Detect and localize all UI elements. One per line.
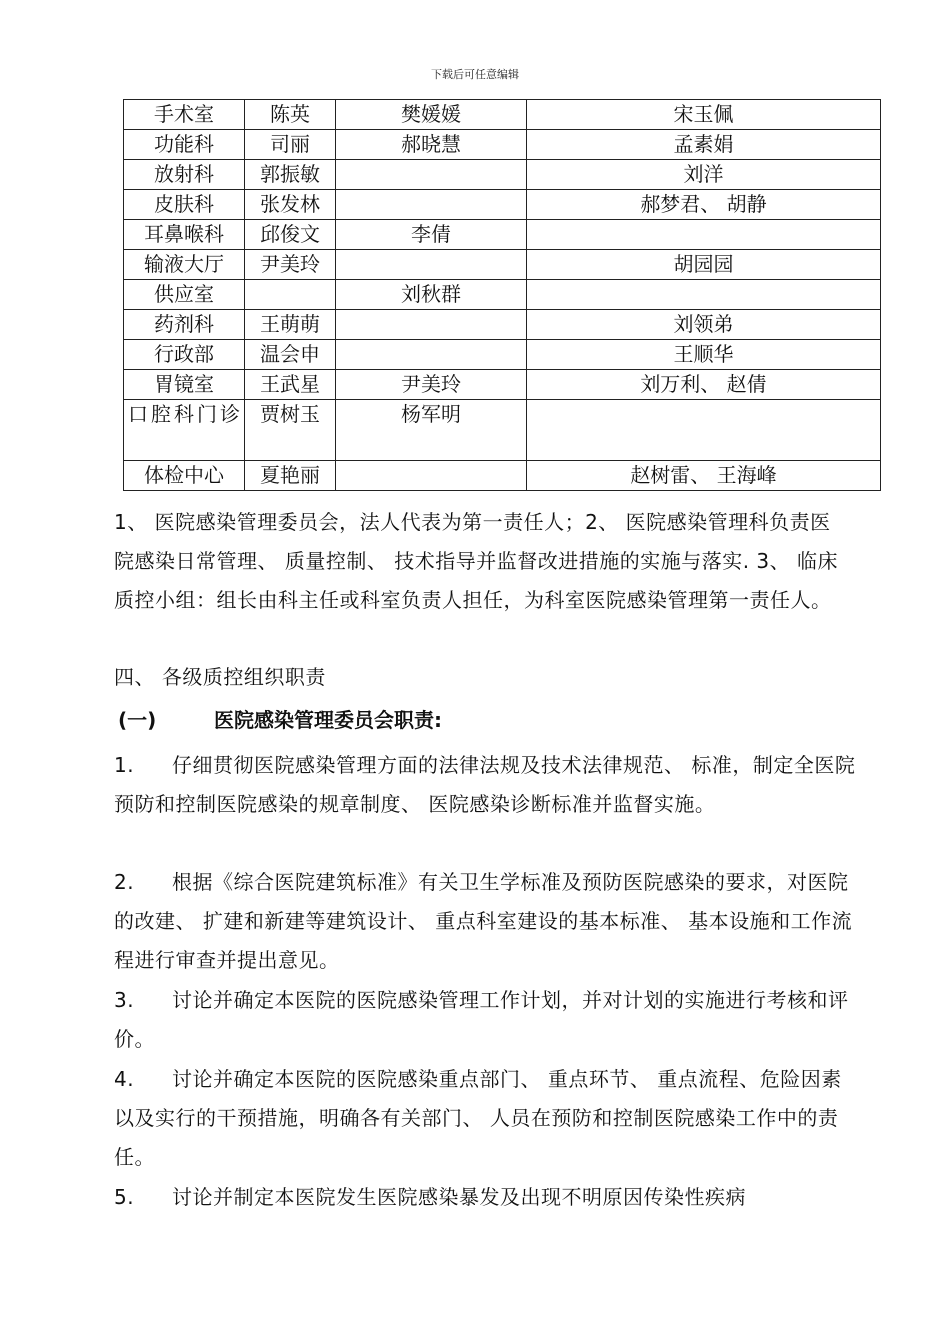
personnel-table [123, 99, 881, 491]
list-item [114, 1178, 859, 1217]
item-number: 3. [114, 988, 135, 1012]
table-cell [527, 280, 881, 310]
table-cell [245, 280, 336, 310]
table-cell [527, 400, 881, 461]
table-cell: 张发林 [245, 190, 336, 220]
table-cell: 刘万利、 赵倩 [527, 370, 881, 400]
table-cell: 郝梦君、 胡静 [527, 190, 881, 220]
table-row [124, 130, 881, 160]
responsibility-paragraph: 1、 医院感染管理委员会，法人代表为第一责任人；2、 医院感染管理科负责医院感染日常管理、 质量控制、 技术指导并监督改进措施的实施与落实. 3、 临床质控小组：组长由科主任或科室负责人担任，为科室医院感染管理第一责任人。 [114, 510, 839, 612]
table-cell: 邱俊文 [245, 220, 336, 250]
table-cell: 赵树雷、 王海峰 [527, 461, 881, 491]
table-cell: 孟素娟 [527, 130, 881, 160]
table-cell: 放射科 [124, 160, 245, 190]
table-cell [336, 190, 527, 220]
table-cell: 郝晓慧 [336, 130, 527, 160]
table-row [124, 310, 881, 340]
table-cell [336, 310, 527, 340]
table-cell: 皮肤科 [124, 190, 245, 220]
table-cell: 尹美玲 [245, 250, 336, 280]
subsection-title: 医院感染管理委员会职责: [214, 708, 442, 732]
page-header: 下载后可任意编辑 [431, 68, 519, 81]
table-cell: 樊媛媛 [336, 100, 527, 130]
item-number: 4. [114, 1067, 135, 1091]
table-cell [336, 340, 527, 370]
item-text: 根据《综合医院建筑标准》有关卫生学标准及预防医院感染的要求，对医院的改建、 扩建和新建等建筑设计、 重点科室建设的基本标准、 基本设施和工作流程进行审查并提出意见。 [114, 870, 853, 972]
table-cell: 行政部 [124, 340, 245, 370]
table-cell: 尹美玲 [336, 370, 527, 400]
table-row [124, 160, 881, 190]
table-cell: 输液大厅 [124, 250, 245, 280]
list-item [114, 1060, 859, 1177]
table-cell [336, 250, 527, 280]
table-cell: 刘洋 [527, 160, 881, 190]
subsection-number: (一) [118, 708, 157, 732]
table-cell: 司丽 [245, 130, 336, 160]
item-text: 讨论并确定本医院的医院感染管理工作计划，并对计划的实施进行考核和评价。 [114, 988, 849, 1051]
table-cell: 贾树玉 [245, 400, 336, 461]
subsection-heading [118, 701, 442, 740]
table-row [124, 400, 881, 461]
table-cell: 手术室 [124, 100, 245, 130]
table-cell [527, 220, 881, 250]
table-cell: 体检中心 [124, 461, 245, 491]
table-cell [336, 160, 527, 190]
table-cell: 郭振敏 [245, 160, 336, 190]
item-number: 2. [114, 870, 135, 894]
table-row [124, 100, 881, 130]
table-cell: 夏艳丽 [245, 461, 336, 491]
table-cell: 刘领弟 [527, 310, 881, 340]
table-row [124, 220, 881, 250]
table-cell: 胃镜室 [124, 370, 245, 400]
table-cell: 功能科 [124, 130, 245, 160]
table-cell: 李倩 [336, 220, 527, 250]
table-cell: 陈英 [245, 100, 336, 130]
list-item [114, 746, 859, 824]
list-item [114, 863, 859, 980]
table-cell [336, 461, 527, 491]
table-cell: 王萌萌 [245, 310, 336, 340]
item-text: 讨论并制定本医院发生医院感染暴发及出现不明原因传染性疾病 [172, 1185, 746, 1209]
item-number: 1. [114, 753, 135, 777]
table-cell: 口腔科门诊 [124, 400, 245, 461]
table-cell: 刘秋群 [336, 280, 527, 310]
table-row [124, 340, 881, 370]
table-row [124, 250, 881, 280]
table-cell: 药剂科 [124, 310, 245, 340]
table-cell: 杨军明 [336, 400, 527, 461]
item-number: 5. [114, 1185, 135, 1209]
table-cell: 温会申 [245, 340, 336, 370]
list-item [114, 981, 859, 1059]
table-row [124, 370, 881, 400]
table-cell: 王武星 [245, 370, 336, 400]
table-cell: 胡园园 [527, 250, 881, 280]
item-text: 讨论并确定本医院的医院感染重点部门、 重点环节、 重点流程、危险因素以及实行的干预措施，明确各有关部门、 人员在预防和控制医院感染工作中的责任。 [114, 1067, 842, 1169]
table-cell: 耳鼻喉科 [124, 220, 245, 250]
table-cell: 宋玉佩 [527, 100, 881, 130]
table-row [124, 190, 881, 220]
table-row [124, 461, 881, 491]
section-heading: 四、 各级质控组织职责 [114, 665, 326, 689]
table-cell: 供应室 [124, 280, 245, 310]
table-row [124, 280, 881, 310]
table-cell: 王顺华 [527, 340, 881, 370]
item-text: 仔细贯彻医院感染管理方面的法律法规及技术法律规范、 标准，制定全医院预防和控制医院感染的规章制度、 医院感染诊断标准并监督实施。 [114, 753, 856, 816]
